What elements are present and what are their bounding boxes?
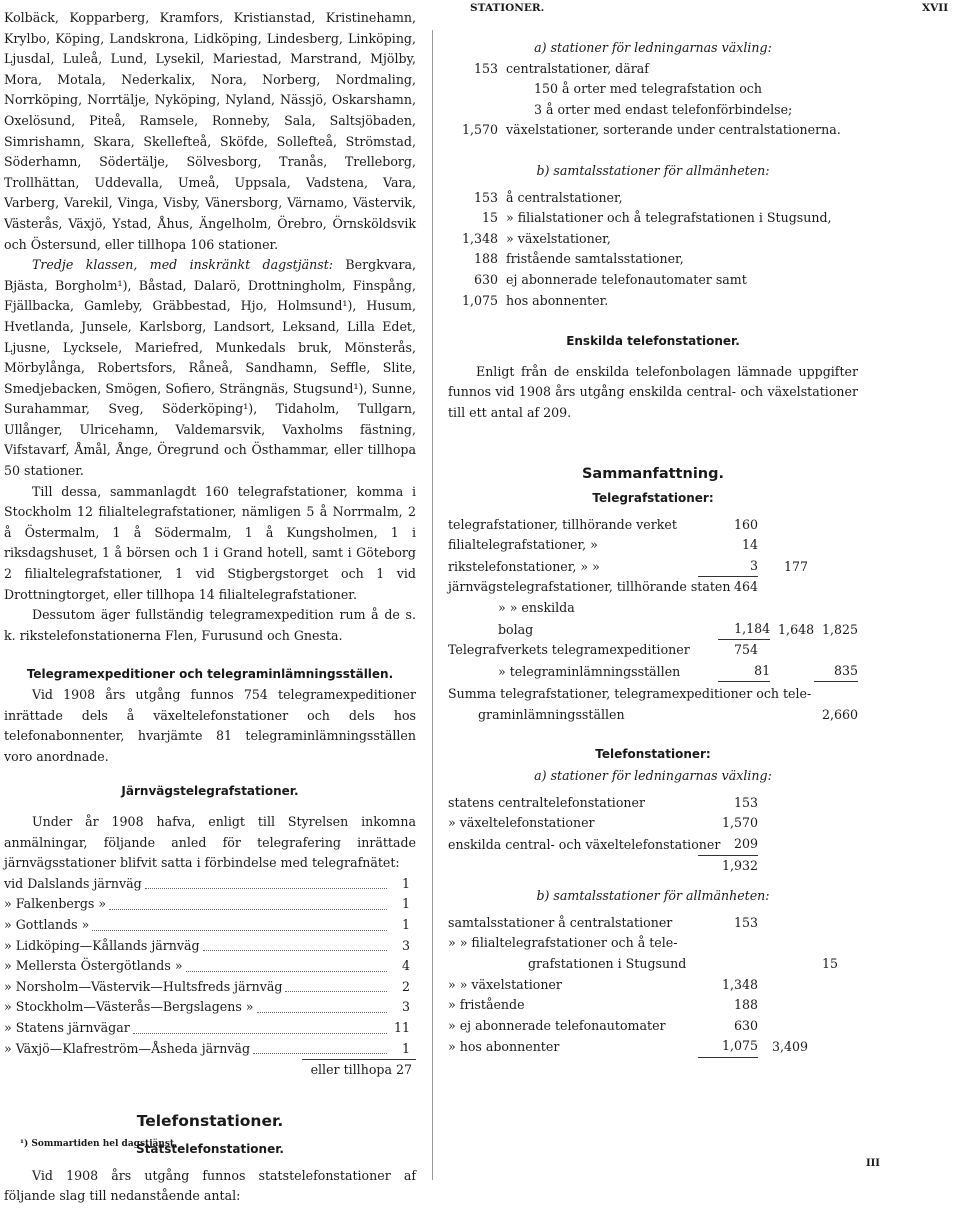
telefon-a-sum: 1,932: [721, 857, 758, 873]
b-station-count: 153: [473, 189, 498, 205]
running-header: STATIONER.: [470, 2, 545, 14]
railway-total: eller tillhopa 27: [302, 1059, 416, 1081]
dot-leader: [92, 930, 387, 931]
a-station-count: 153: [473, 60, 498, 76]
expedition-heading: Telegramexpeditioner och telegraminlämningsställen.: [26, 667, 394, 682]
railway-para: Under år 1908 hafva, enligt till Styrelsen inkomna anmälningar, följande anled för telegrafering inrättade järnvägsstationer blifvit satta i förbindelse med telegrafnätet:: [4, 813, 416, 871]
telefon-a-table: [448, 793, 858, 856]
rail-row: [4, 977, 410, 998]
tg-value-a: 1,184: [718, 619, 771, 641]
tb-row: [448, 1036, 858, 1058]
b-station-text: fristående samtalsstationer,: [506, 251, 684, 267]
telefon-summary-heading: Telefonstationer:: [595, 746, 711, 761]
tg-row: [448, 535, 858, 556]
tg-value-a: 754: [733, 642, 758, 658]
tb-label: samtalsstationer å centralstationer: [448, 914, 673, 930]
rail-label: » Norsholm—Västervik—Hultsfreds järnväg: [4, 978, 283, 994]
telegraf-summary-heading: Telegrafstationer:: [592, 491, 714, 506]
rail-label: » Stockholm—Västerås—Bergslagens »: [4, 999, 254, 1015]
telefon-a-sum-row: [448, 856, 858, 877]
b-station-row: [448, 229, 858, 250]
a-station-text: 3 å orter med endast telefonförbindelse;: [534, 101, 793, 117]
page-number-header: XVII: [922, 2, 949, 14]
telegraf-summary-table: [448, 515, 858, 683]
tg-label: » telegraminlämningsställen: [498, 663, 681, 679]
rail-row: [4, 915, 410, 936]
tg-value-c: 1,825: [821, 621, 859, 637]
dot-leader: [257, 1012, 387, 1013]
tg-row: [448, 619, 858, 641]
tg-label: rikstelefonstationer, » »: [448, 558, 600, 574]
rail-count: 3: [401, 999, 410, 1015]
tg-label: järnvägstelegrafstationer, tillhörande staten: [448, 579, 731, 595]
tb-row: [448, 975, 858, 996]
rail-count: 11: [393, 1019, 410, 1035]
stats-heading: Statstelefonstationer.: [135, 1142, 284, 1157]
tg-value-a: 160: [733, 516, 758, 532]
rail-row: [4, 997, 410, 1018]
tg-row: [448, 515, 858, 536]
expedition-para: Vid 1908 års utgång funnos 754 telegramexpeditioner inrättade dels å växeltelefonstationer och dels hos telefonabonnenter, hvarjämte 81 telegraminlämningsställen voro anordnade.: [4, 687, 416, 764]
b-station-row: [448, 208, 858, 229]
footnote: ¹) Sommartiden hel dagstjänst.: [20, 1139, 178, 1149]
tb-value: 188: [733, 997, 758, 1013]
tb-row: [448, 1016, 858, 1037]
tb-sum: 3,409: [771, 1039, 808, 1055]
tg-row: [448, 661, 858, 683]
rail-label: » Gottlands »: [4, 916, 90, 932]
right-column: [448, 38, 858, 1058]
telegraf-sum-value: 2,660: [821, 707, 858, 723]
tb-value: 1,348: [721, 976, 758, 992]
ta-label: statens centraltelefonstationer: [448, 794, 645, 810]
rail-row: [4, 894, 410, 915]
rail-count: 1: [401, 1040, 410, 1056]
b-station-row: [448, 270, 858, 291]
station-list-para: Kolbäck, Kopparberg, Kramfors, Kristianstad, Kristinehamn, Krylbo, Köping, Landskrona, Lidköping, Lindesberg, Linköping, Ljusdal, Luleå, Lund, Lysekil, Mariestad, Marstrand, Mjölby, Mora, Motala, Nederkalix, Nora, Norberg, Nordmaling, Norrköping, Norrtälje, Nyköping, Nyland, Nässjö, Oskarshamn, Oxelösund, Piteå, Ramsele, Ronneby, Sala, Saltsjöbaden, Simrishamn, Skara, Skellefteå, Sköfde, Sollefteå, Strömstad, Söderhamn, Södertälje, Sölvesborg, Tranås, Trelleborg, Trollhättan, Uddevalla, Umeå, Uppsala, Vadstena, Vara, Varberg, Varekil, Vinga, Visby, Vänersborg, Värnamo, Västervik, Västerås, Växjö, Ystad, Åhus, Ängelholm, Örebro, Örnsköldsvik och Östersund, eller tillhopa 106 stationer.: [4, 10, 416, 252]
ta-value: 209: [698, 834, 758, 856]
b-station-count: 188: [473, 251, 498, 267]
rail-count: 1: [401, 916, 410, 932]
tg-label: » » enskilda: [498, 600, 575, 616]
telefon-b-table: [448, 913, 858, 1058]
tb-value: 15: [821, 955, 838, 971]
tg-row: [448, 556, 858, 578]
b-station-row: [448, 291, 858, 312]
riks-para: Dessutom äger fullständig telegramexpedition rum å de s. k. rikstelefonstationerna Flen, Furusund och Gnesta.: [4, 607, 416, 643]
rail-count: 3: [401, 937, 410, 953]
tg-label: bolag: [498, 621, 534, 637]
tg-label: filialtelegrafstationer, »: [448, 537, 598, 553]
tb-label: » ej abonnerade telefonautomater: [448, 1017, 666, 1033]
tb-label: » fristående: [448, 997, 525, 1013]
rail-row: [4, 1039, 410, 1060]
stats-para: Vid 1908 års utgång funnos statstelefonstationer af följande slag till nedanstående antal:: [4, 1167, 416, 1204]
b-station-text: » växelstationer,: [506, 230, 611, 246]
tb-value: 153: [733, 914, 758, 930]
a-station-text: växelstationer, sorterande under centralstationerna.: [506, 122, 841, 138]
left-column: [4, 8, 416, 1207]
tb-label: » hos abonnenter: [448, 1039, 560, 1055]
a-station-count: [448, 100, 498, 121]
a-station-text: 150 å orter med telegrafstation och: [534, 81, 762, 97]
tg-value-b: 177: [783, 558, 808, 574]
column-divider: [432, 30, 433, 1180]
tg-row: [448, 598, 858, 619]
b-station-count: 1,348: [461, 230, 498, 246]
tg-value-a: 14: [741, 537, 758, 553]
telegraf-sum-line2: graminlämningsställen: [478, 707, 625, 723]
rail-row: [4, 956, 410, 977]
rail-label: » Växjö—Klafreström—Åsheda järnväg: [4, 1040, 251, 1056]
dot-leader: [285, 991, 387, 992]
tb-value: 1,075: [698, 1036, 758, 1058]
a-station-count: 1,570: [461, 122, 498, 138]
rail-label: » Mellersta Östergötlands »: [4, 958, 183, 974]
rail-label: » Falkenbergs »: [4, 896, 107, 912]
rail-row: [4, 936, 410, 957]
b-station-count: 15: [481, 210, 498, 226]
tb-label: grafstationen i Stugsund: [528, 955, 687, 971]
tb-row: [448, 995, 858, 1016]
enskilda-heading: Enskilda telefonstationer.: [566, 334, 740, 349]
ta-label: enskilda central- och växeltelefonstationer: [448, 837, 721, 852]
b-station-text: å centralstationer,: [506, 189, 623, 205]
rail-row: [4, 874, 410, 895]
b-station-text: hos abonnenter.: [506, 292, 609, 308]
dot-leader: [133, 1033, 387, 1034]
tg-value-a: 81: [718, 661, 771, 683]
rail-label: vid Dalslands järnväg: [4, 875, 142, 891]
telefon-b-heading: b) samtalsstationer för allmänheten:: [536, 888, 770, 904]
telefon-a-heading: a) stationer för ledningarnas växling:: [534, 768, 772, 784]
telefon-heading: Telefonstationer.: [136, 1111, 284, 1130]
third-class-text: Bergkvara, Bjästa, Borgholm¹), Båstad, Dalarö, Drottningholm, Finspång, Fjällbacka, Gamleby, Gräbbestad, Hjo, Holmsund¹), Husum, Hvetlanda, Junsele, Karlsborg, Landsort, Leksand, Lilla Edet, Ljusne, Lycksele, Mariefred, Munkedals bruk, Mönsterås, Mörbylånga, Robertsfors, Råneå, Sandhamn, Seffle, Slite, Smedjebacken, Smögen, Sofiero, Strängnäs, Stugsund¹), Sunne, Surahammar, Sveg, Söderköping¹), Tidaholm, Tullgarn, Ullånger, Ulricehamn, Valdemarsvik, Vaxholms fästning, Vifstavarf, Åmål, Ånge, Öregrund och Östhammar, eller tillhopa 50 stationer.: [4, 257, 416, 479]
ta-value: 1,570: [721, 815, 758, 831]
a-station-row: [448, 79, 858, 100]
a-station-row: [448, 59, 858, 80]
ta-row: [448, 813, 858, 834]
page-number-footer: III: [865, 1158, 880, 1169]
telegraf-sum-row: [448, 705, 858, 726]
summary-heading: Sammanfattning.: [581, 465, 724, 482]
tb-label: » » filialtelegrafstationer och å tele-: [448, 935, 678, 951]
ta-row: [448, 793, 858, 814]
b-station-row: [448, 249, 858, 270]
b-station-row: [448, 188, 858, 209]
tb-value: 630: [733, 1017, 758, 1033]
a-stations-list: [448, 59, 858, 141]
rail-count: 1: [401, 875, 410, 891]
b-stations-list: [448, 188, 858, 312]
b-stations-heading: b) samtalsstationer för allmänheten:: [536, 162, 770, 178]
b-station-count: 1,075: [461, 292, 498, 308]
ta-value: 153: [733, 794, 758, 810]
third-class-para: [4, 255, 416, 482]
ta-label: » växeltelefonstationer: [448, 815, 595, 831]
tb-row: [448, 933, 858, 954]
railway-list: [4, 874, 416, 1059]
tg-label: Telegrafverkets telegramexpeditioner: [448, 642, 690, 658]
tg-row: [448, 640, 858, 661]
tg-label: telegrafstationer, tillhörande verket: [448, 516, 677, 532]
rail-count: 2: [401, 978, 410, 994]
railway-heading: Järnvägstelegrafstationer.: [121, 784, 299, 799]
tg-value-a: 3: [698, 556, 758, 578]
b-station-text: ej abonnerade telefonautomater samt: [506, 271, 747, 287]
dot-leader: [186, 971, 387, 972]
tg-value-a: 464: [733, 579, 758, 595]
dot-leader: [253, 1053, 387, 1054]
rail-label: » Statens järnvägar: [4, 1019, 130, 1035]
filial-para: Till dessa, sammanlagdt 160 telegrafstationer, komma i Stockholm 12 filialtelegrafstationer, nämligen 5 å Norrmalm, 2 å Östermalm, 1 å Södermalm, 1 å Kungsholmen, 1 i riksdagshuset, 1 å börsen och 1 i Grand hotell, samt i Göteborg 2 filialtelegrafstationer, 1 vid Stigbergstorget och 1 vid Drottningtorget, eller tillhopa 14 filialtelegrafstationer.: [4, 483, 416, 602]
telegraf-sum-line1: Summa telegrafstationer, telegramexpeditioner och tele-: [448, 686, 812, 702]
a-station-text: centralstationer, däraf: [506, 60, 649, 76]
rail-label: » Lidköping—Kållands järnväg: [4, 937, 200, 953]
rail-count: 4: [401, 958, 410, 974]
tg-value-c: 835: [814, 661, 858, 683]
dot-leader: [109, 909, 387, 910]
tg-value-b: 1,648: [778, 621, 815, 637]
ta-row: [448, 834, 858, 856]
rail-count: 1: [401, 896, 410, 912]
a-stations-heading: a) stationer för ledningarnas växling:: [534, 40, 772, 55]
a-station-row: [448, 120, 858, 141]
tb-row: [448, 954, 858, 975]
rail-row: [4, 1018, 410, 1039]
a-station-count: [448, 79, 498, 100]
dot-leader: [203, 950, 387, 951]
dot-leader: [145, 888, 387, 889]
tg-row: [448, 577, 858, 598]
tb-row: [448, 913, 858, 934]
b-station-count: 630: [473, 271, 498, 287]
b-station-text: » filialstationer och å telegrafstationen i Stugsund,: [506, 210, 832, 226]
tb-label: » » växelstationer: [448, 976, 562, 992]
third-class-lead: Tredje klassen, med inskränkt dagstjänst:: [32, 257, 334, 273]
a-station-row: [448, 100, 858, 121]
enskilda-para: Enligt från de enskilda telefonbolagen lämnade uppgifter funnos vid 1908 års utgång enskilda central- och växelstationer till ett antal af 209.: [448, 363, 858, 420]
